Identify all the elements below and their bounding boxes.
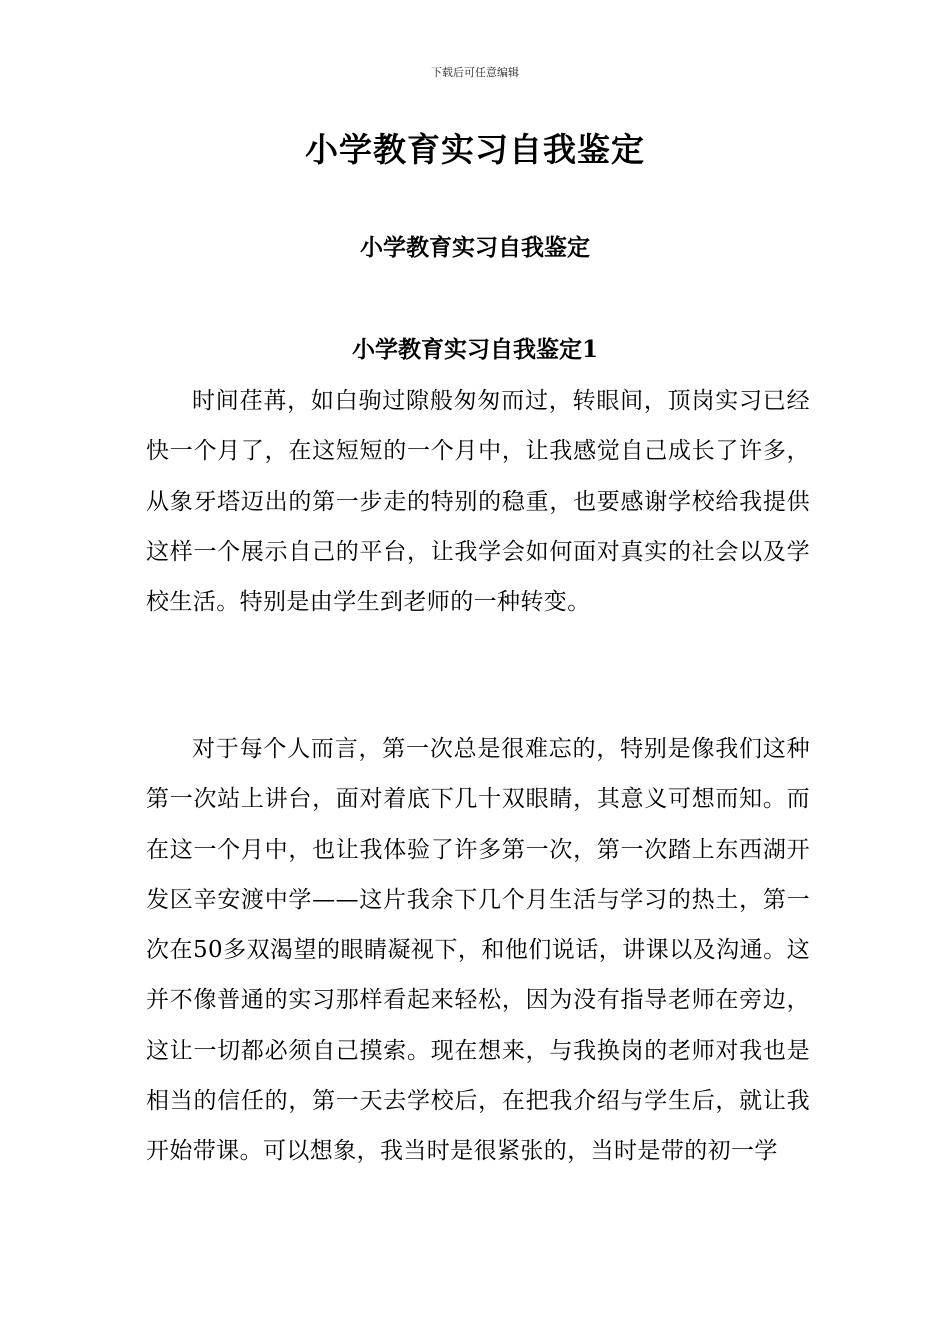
document-subtitle: 小学教育实习自我鉴定 (360, 234, 590, 261)
header-note: 下载后可任意编辑 (431, 66, 519, 79)
section-heading: 小学教育实习自我鉴定1 (351, 336, 598, 363)
body-paragraph-2: 对于每个人而言，第一次总是很难忘的，特别是像我们这种第一次站上讲台，面对着底下几十双眼睛，其意义可想而知。而在这一个月中，也让我体验了许多第一次，第一次踏上东西湖开发区辛安渡中学——这片我余下几个月生活与学习的热土，第一次在50多双渴望的眼睛凝视下，和他们说话，讲课以及沟通。这并不像普通的实习那样看起来轻松，因为没有指导老师在旁边，这让一切都必须自己摸索。现在想来，与我换岗的老师对我也是相当的信任的，第一天去学校后，在把我介绍与学生后，就让我开始带课。可以想象，我当时是很紧张的，当时是带的初一学 (146, 736, 810, 1165)
document-title: 小学教育实习自我鉴定 (305, 130, 645, 169)
body-paragraph-1: 时间荏苒，如白驹过隙般匆匆而过，转眼间，顶岗实习已经快一个月了，在这短短的一个月中，让我感觉自己成长了许多，从象牙塔迈出的第一步走的特别的稳重，也要感谢学校给我提供这样一个展示自己的平台，让我学会如何面对真实的社会以及学校生活。特别是由学生到老师的一种转变。 (146, 388, 810, 616)
